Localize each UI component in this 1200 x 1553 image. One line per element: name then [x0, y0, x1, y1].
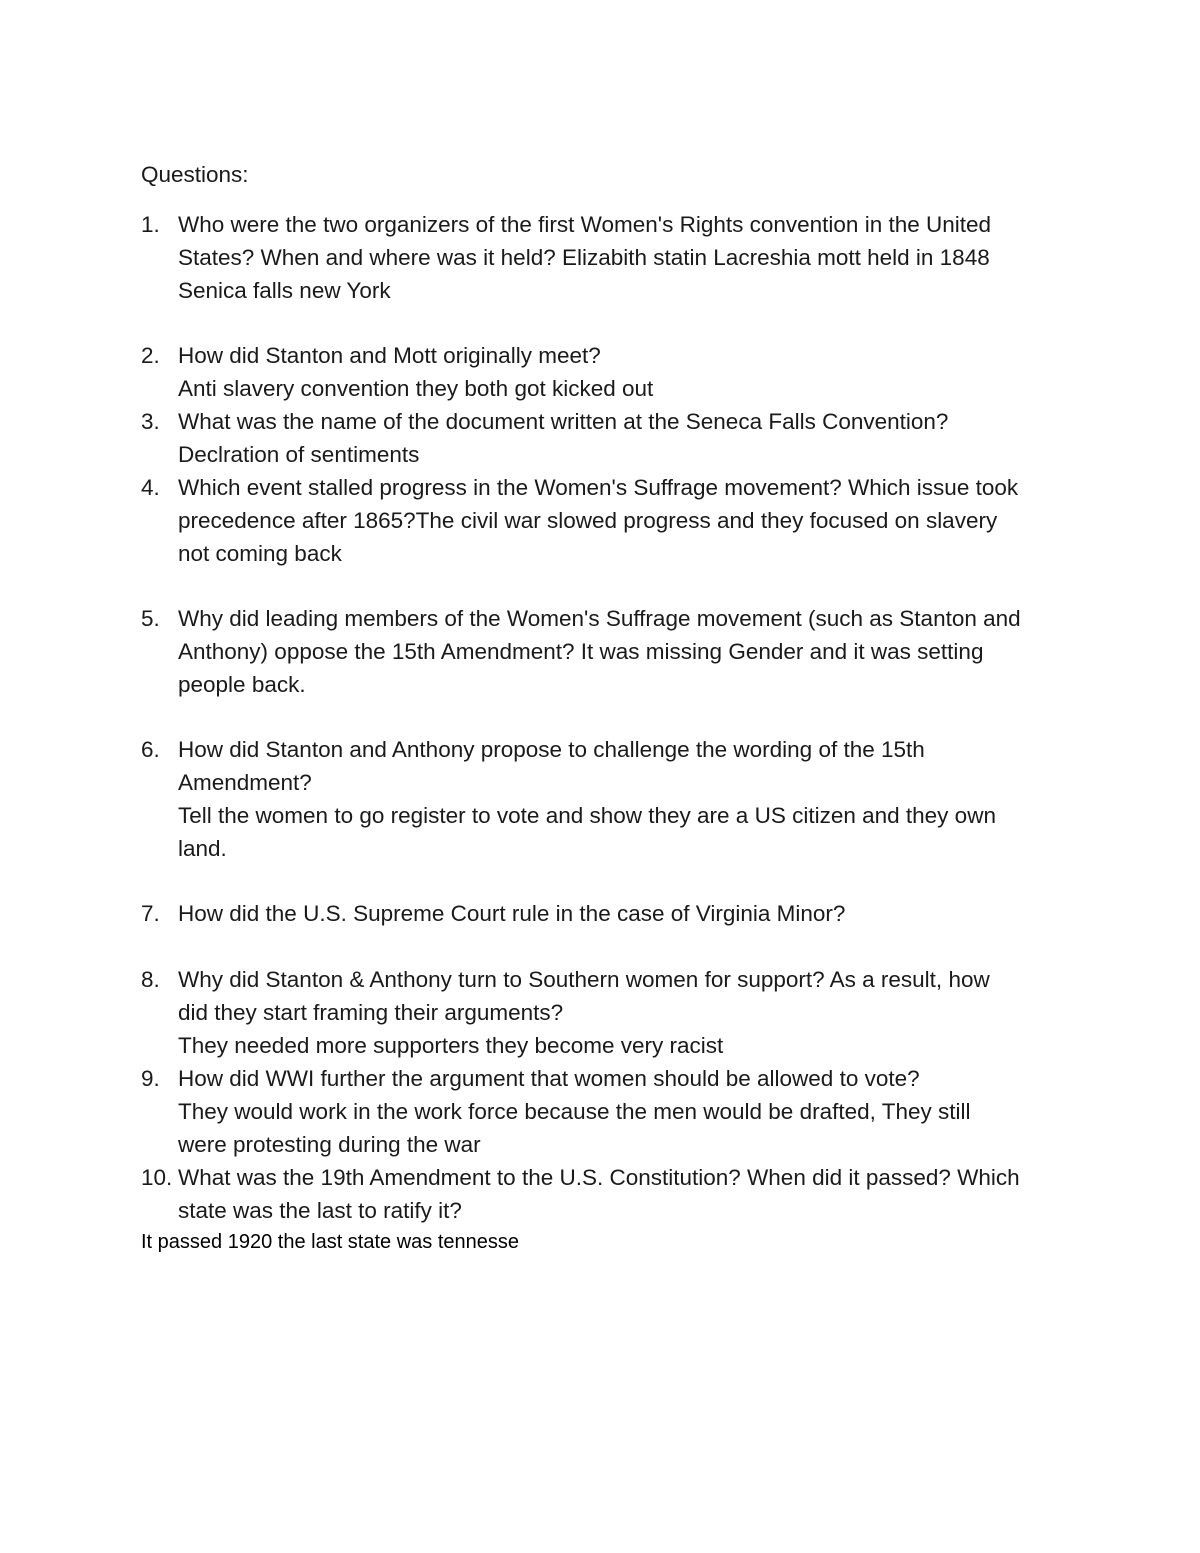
question-text: [178, 339, 1081, 405]
answer-line: Tell the women to go register to vote and show they are a US citizen and they own: [178, 803, 996, 828]
question-4: [141, 471, 1081, 570]
question-line: Amendment?: [178, 770, 312, 795]
question-line: How did the U.S. Supreme Court rule in the case of Virginia Minor?: [178, 901, 846, 926]
question-8: [141, 963, 1081, 1062]
question-line: Why did leading members of the Women's Suffrage movement (such as Stanton and: [178, 606, 1021, 631]
question-text: [178, 897, 1081, 930]
question-7: [141, 897, 1081, 930]
question-number: 10.: [141, 1165, 173, 1190]
question-line: precedence after 1865?The civil war slowed progress and they focused on slavery: [178, 508, 998, 533]
question-text: [178, 733, 1081, 865]
question-number: 9.: [141, 1066, 160, 1091]
question-1: [141, 208, 1081, 307]
question-number: 2.: [141, 343, 160, 368]
question-9: [141, 1062, 1081, 1161]
answer-line: land.: [178, 836, 227, 861]
question-2: [141, 339, 1081, 405]
final-answer: It passed 1920 the last state was tennesse: [141, 1231, 520, 1253]
question-number: 4.: [141, 475, 160, 500]
question-line: How did Stanton and Anthony propose to challenge the wording of the 15th: [178, 737, 925, 762]
question-line: What was the name of the document written at the Seneca Falls Convention?: [178, 409, 949, 434]
answer-line: They would work in the work force because the men would be drafted, They still: [178, 1099, 971, 1124]
question-line: What was the 19th Amendment to the U.S. Constitution? When did it passed? Which: [178, 1165, 1020, 1190]
question-line: people back.: [178, 672, 306, 697]
question-number: 5.: [141, 606, 160, 631]
question-line: did they start framing their arguments?: [178, 1000, 564, 1025]
answer-line: They needed more supporters they become very racist: [178, 1033, 724, 1058]
question-text: [178, 1062, 1081, 1161]
question-number: 7.: [141, 901, 160, 926]
question-line: Which event stalled progress in the Women's Suffrage movement? Which issue took: [178, 475, 1019, 500]
question-line: How did Stanton and Mott originally meet?: [178, 343, 601, 368]
question-line: Senica falls new York: [178, 278, 391, 303]
question-line: Why did Stanton & Anthony turn to Southern women for support? As a result, how: [178, 967, 990, 992]
question-line: not coming back: [178, 541, 342, 566]
answer-line: Anti slavery convention they both got kicked out: [178, 376, 654, 401]
question-text: [178, 602, 1081, 701]
question-3: [141, 405, 1081, 471]
question-number: 6.: [141, 737, 160, 762]
question-line: Who were the two organizers of the first Women's Rights convention in the United: [178, 212, 992, 237]
question-text: [178, 208, 1081, 307]
question-number: 1.: [141, 212, 160, 237]
question-number: 3.: [141, 409, 160, 434]
answer-line: Declration of sentiments: [178, 442, 420, 467]
answer-line: were protesting during the war: [178, 1132, 481, 1157]
question-line: state was the last to ratify it?: [178, 1198, 462, 1223]
question-line: States? When and where was it held? Elizabith statin Lacreshia mott held in 1848: [178, 245, 990, 270]
question-6: [141, 733, 1081, 865]
question-line: How did WWI further the argument that women should be allowed to vote?: [178, 1066, 920, 1091]
question-text: [178, 963, 1081, 1062]
question-5: [141, 602, 1081, 701]
question-line: Anthony) oppose the 15th Amendment? It was missing Gender and it was setting: [178, 639, 984, 664]
question-number: 8.: [141, 967, 160, 992]
question-10: [141, 1161, 1081, 1227]
question-text: [178, 471, 1081, 570]
question-text: [178, 405, 1081, 471]
questions-heading: Questions:: [141, 162, 249, 187]
question-text: [178, 1161, 1081, 1227]
